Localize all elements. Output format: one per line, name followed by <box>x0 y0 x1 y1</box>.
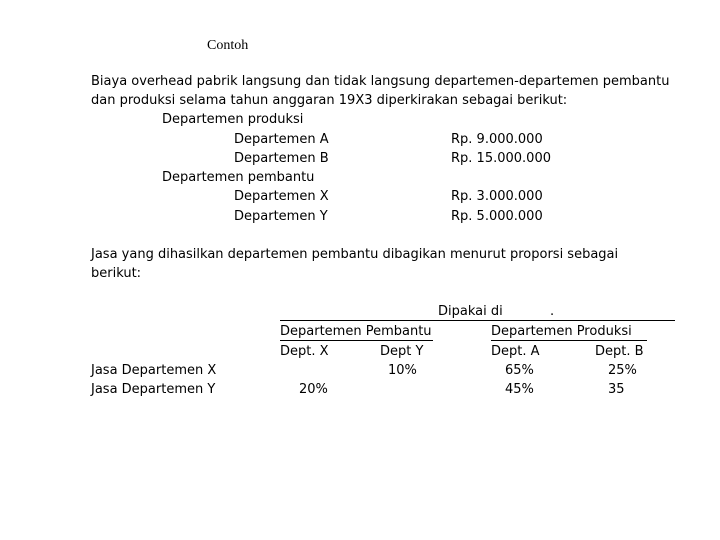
used-by-suffix: . <box>550 304 555 319</box>
dept-a-amount: Rp. 9.000.000 <box>451 132 543 147</box>
group-service-header: Departemen Pembantu <box>280 324 432 339</box>
allocation-line-1: Jasa yang dihasilkan departemen pembantu dibagikan menurut proporsi sebagai <box>91 247 619 262</box>
row-y-dept-x: 20% <box>299 382 328 397</box>
production-rule <box>491 340 647 341</box>
row-y-label: Jasa Departemen Y <box>91 382 216 397</box>
used-by-header: Dipakai di <box>438 304 503 319</box>
col-dept-y: Dept Y <box>380 344 424 359</box>
dept-x-amount: Rp. 3.000.000 <box>451 189 543 204</box>
dept-x-name: Departemen X <box>234 189 329 204</box>
row-y-dept-b: 35 <box>608 382 625 397</box>
group-production-header: Departemen Produksi <box>491 324 632 339</box>
service-rule <box>280 340 433 341</box>
intro-line-1: Biaya overhead pabrik langsung dan tidak langsung departemen-departemen pembantu <box>91 74 670 89</box>
page-title: Contoh <box>207 38 249 53</box>
dept-b-name: Departemen B <box>234 151 329 166</box>
row-x-dept-a: 65% <box>505 363 534 378</box>
row-x-dept-y: 10% <box>388 363 417 378</box>
header-rule <box>280 320 675 321</box>
col-dept-b: Dept. B <box>595 344 644 359</box>
service-heading: Departemen pembantu <box>162 170 315 185</box>
dept-y-amount: Rp. 5.000.000 <box>451 209 543 224</box>
col-dept-x: Dept. X <box>280 344 329 359</box>
col-dept-a: Dept. A <box>491 344 540 359</box>
allocation-line-2: berikut: <box>91 266 142 281</box>
dept-y-name: Departemen Y <box>234 209 328 224</box>
intro-line-2: dan produksi selama tahun anggaran 19X3 diperkirakan sebagai berikut: <box>91 93 568 108</box>
dept-a-name: Departemen A <box>234 132 329 147</box>
row-y-dept-a: 45% <box>505 382 534 397</box>
row-x-label: Jasa Departemen X <box>91 363 217 378</box>
dept-b-amount: Rp. 15.000.000 <box>451 151 551 166</box>
row-x-dept-b: 25% <box>608 363 637 378</box>
production-heading: Departemen produksi <box>162 112 304 127</box>
